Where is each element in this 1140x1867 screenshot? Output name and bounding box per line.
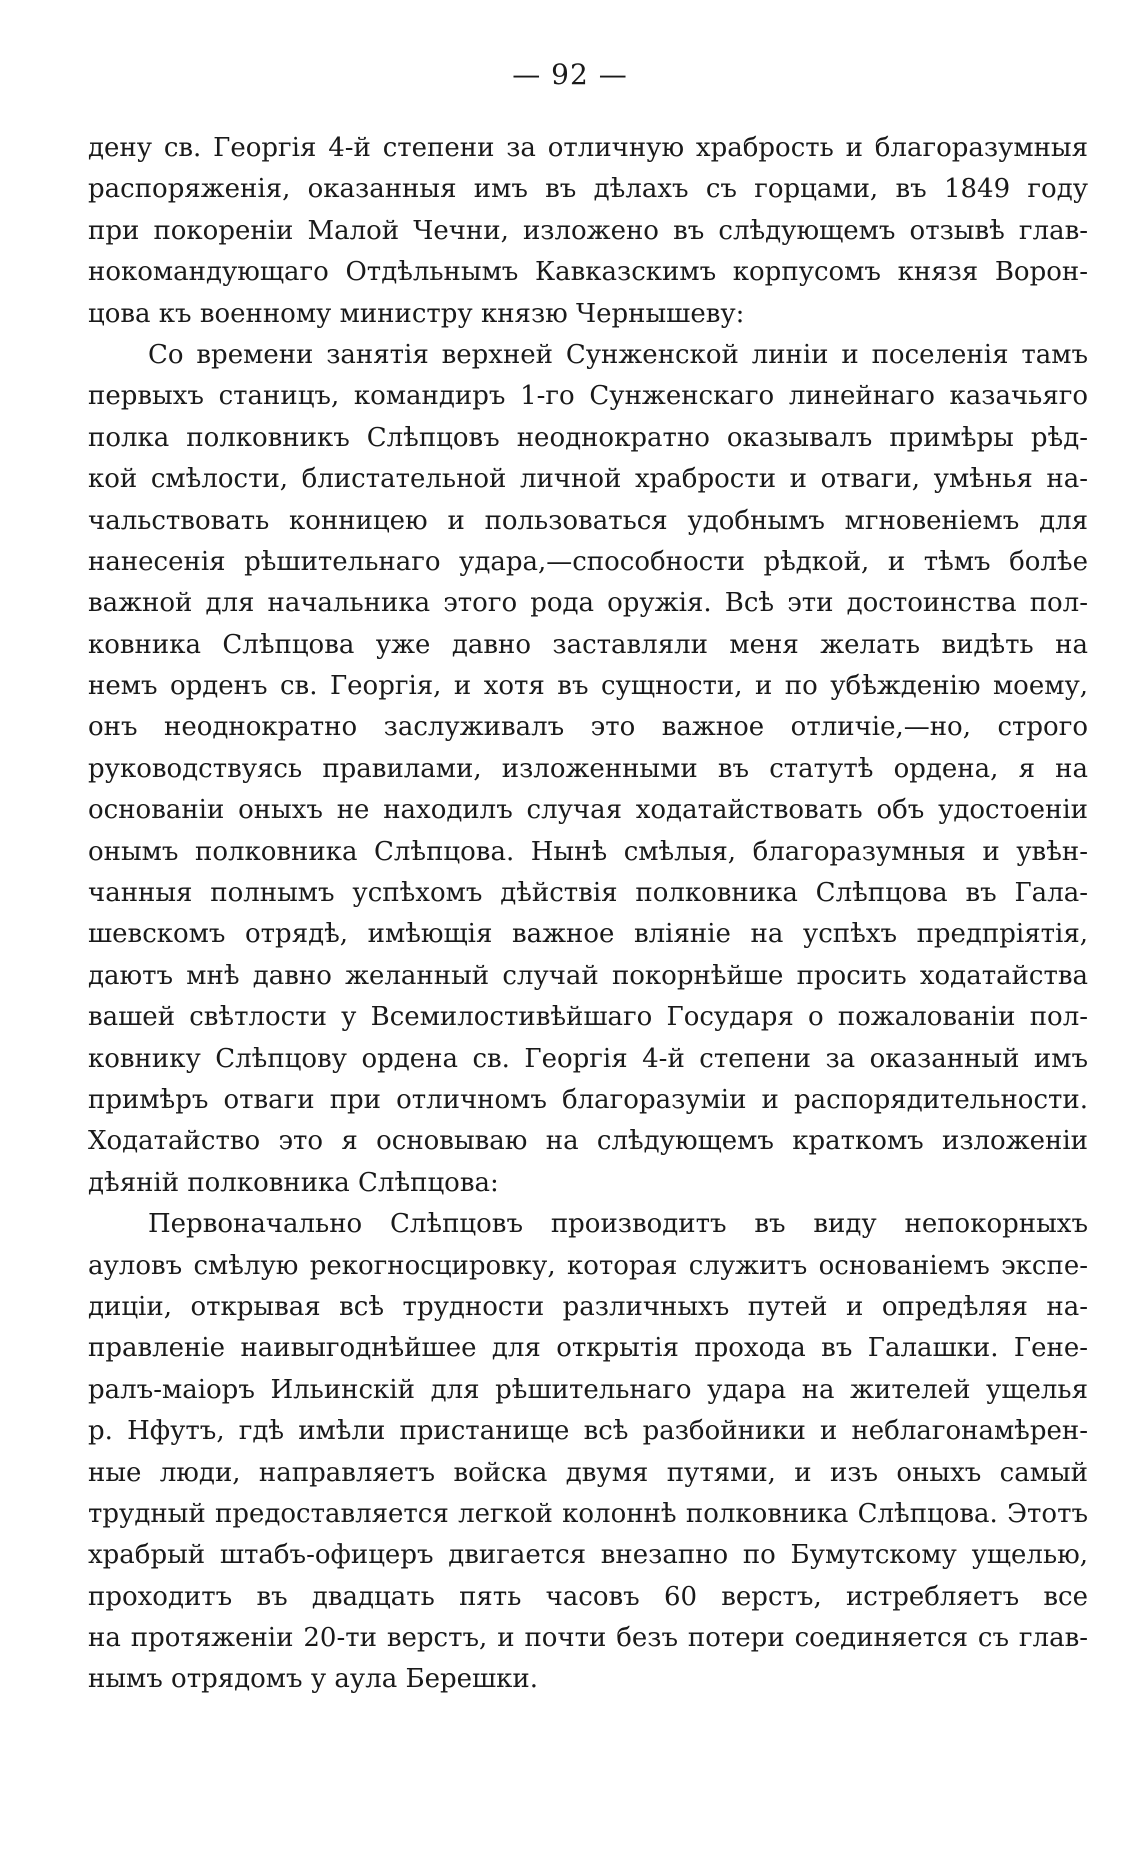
text-line: основаніи оныхъ не находилъ случая ходатайствовать объ удостоеніи <box>88 795 1088 826</box>
text-line: распоряженія, оказанныя имъ въ дѣлахъ съ горцами, въ 1849 году <box>88 174 1088 205</box>
text-line: онымъ полковника Слѣпцова. Нынѣ смѣлыя, благоразумныя и увѣн- <box>88 836 1088 867</box>
paragraph-3 <box>88 1204 1088 1701</box>
text-line: примѣръ отваги при отличномъ благоразуміи и распорядительности. <box>88 1084 1088 1115</box>
text-line: проходитъ въ двадцать пять часовъ 60 верстъ, истребляетъ все <box>88 1581 1088 1612</box>
text-line: правленіе наивыгоднѣйшее для открытія прохода въ Галашки. Гене- <box>88 1333 1088 1364</box>
text-line: немъ орденъ св. Георгія, и хотя въ сущности, и по убѣжденію моему, <box>88 671 1088 702</box>
text-line: Ходатайство это я основываю на слѣдующемъ краткомъ изложеніи <box>88 1126 1088 1157</box>
text-line: на протяженіи 20-ти верстъ, и почти безъ потери соединяется съ глав- <box>88 1623 1088 1654</box>
text-line: вашей свѣтлости у Всемилостивѣйшаго Государя о пожалованіи пол- <box>88 1002 1088 1033</box>
text-line: руководствуясь правилами, изложенными въ статутѣ ордена, я на <box>88 753 1088 784</box>
paragraph-1 <box>88 128 1088 335</box>
text-line: важной для начальника этого рода оружія. Всѣ эти достоинства пол- <box>88 588 1088 619</box>
text-line: чальствовать конницею и пользоваться удобнымъ мгновеніемъ для <box>88 505 1088 536</box>
text-line: ковнику Слѣпцову ордена св. Георгія 4-й степени за оказанный имъ <box>88 1043 1088 1074</box>
text-line: шевскомъ отрядѣ, имѣющія важное вліяніе на успѣхъ предпріятія, <box>88 919 1088 950</box>
text-line: полка полковникъ Слѣпцовъ неоднократно оказывалъ примѣры рѣд- <box>88 422 1088 453</box>
text-line: при покореніи Малой Чечни, изложено въ слѣдующемъ отзывѣ глав- <box>88 215 1088 246</box>
page-number: — 92 — <box>512 58 628 91</box>
text-line: трудный предоставляется легкой колоннѣ полковника Слѣпцова. Этотъ <box>88 1498 1088 1529</box>
text-line: Первоначально Слѣпцовъ производитъ въ виду непокорныхъ <box>148 1209 1088 1240</box>
text-line: храбрый штабъ-офицеръ двигается внезапно по Бумутскому ущелью, <box>88 1540 1088 1571</box>
text-line: диціи, открывая всѣ трудности различныхъ путей и опредѣляя на- <box>88 1291 1088 1322</box>
text-line: кой смѣлости, блистательной личной храбрости и отваги, умѣнья на- <box>88 464 1088 495</box>
text-line: цова къ военному министру князю Чернышеву: <box>88 298 745 329</box>
text-line: даютъ мнѣ давно желанный случай покорнѣйше просить ходатайства <box>88 960 1088 991</box>
text-line: дену св. Георгія 4-й степени за отличную храбрость и благоразумныя <box>88 133 1088 163</box>
text-line: ралъ-маіоръ Ильинскій для рѣшительнаго удара на жителей ущелья <box>88 1374 1088 1405</box>
paragraph-2 <box>88 335 1088 1204</box>
text-line: ные люди, направляетъ войска двумя путями, и изъ оныхъ самый <box>88 1457 1088 1488</box>
text-line: нымъ отрядомъ у аула Берешки. <box>88 1664 539 1695</box>
text-line: нокомандующаго Отдѣльнымъ Кавказскимъ корпусомъ князя Ворон- <box>88 257 1088 288</box>
text-line: чанныя полнымъ успѣхомъ дѣйствія полковника Слѣпцова въ Гала- <box>88 878 1088 909</box>
text-line: Со времени занятія верхней Сунженской линіи и поселенія тамъ <box>148 339 1088 370</box>
text-line: нанесенія рѣшительнаго удара,—способности рѣдкой, и тѣмъ болѣе <box>88 546 1088 577</box>
text-line: первыхъ станицъ, командиръ 1-го Сунженскаго линейнаго казачьяго <box>88 381 1088 412</box>
text-line: ковника Слѣпцова уже давно заставляли меня желать видѣть на <box>88 629 1088 660</box>
text-line: онъ неоднократно заслуживалъ это важное отличіе,—но, строго <box>88 712 1088 743</box>
text-line: дѣяній полковника Слѣпцова: <box>88 1167 499 1198</box>
text-line: ауловъ смѣлую рекогносцировку, которая служитъ основаніемъ экспе- <box>88 1250 1088 1281</box>
text-line: р. Нфутъ, гдѣ имѣли пристанище всѣ разбойники и неблагонамѣрен- <box>88 1416 1088 1447</box>
body-text <box>88 128 1088 1701</box>
